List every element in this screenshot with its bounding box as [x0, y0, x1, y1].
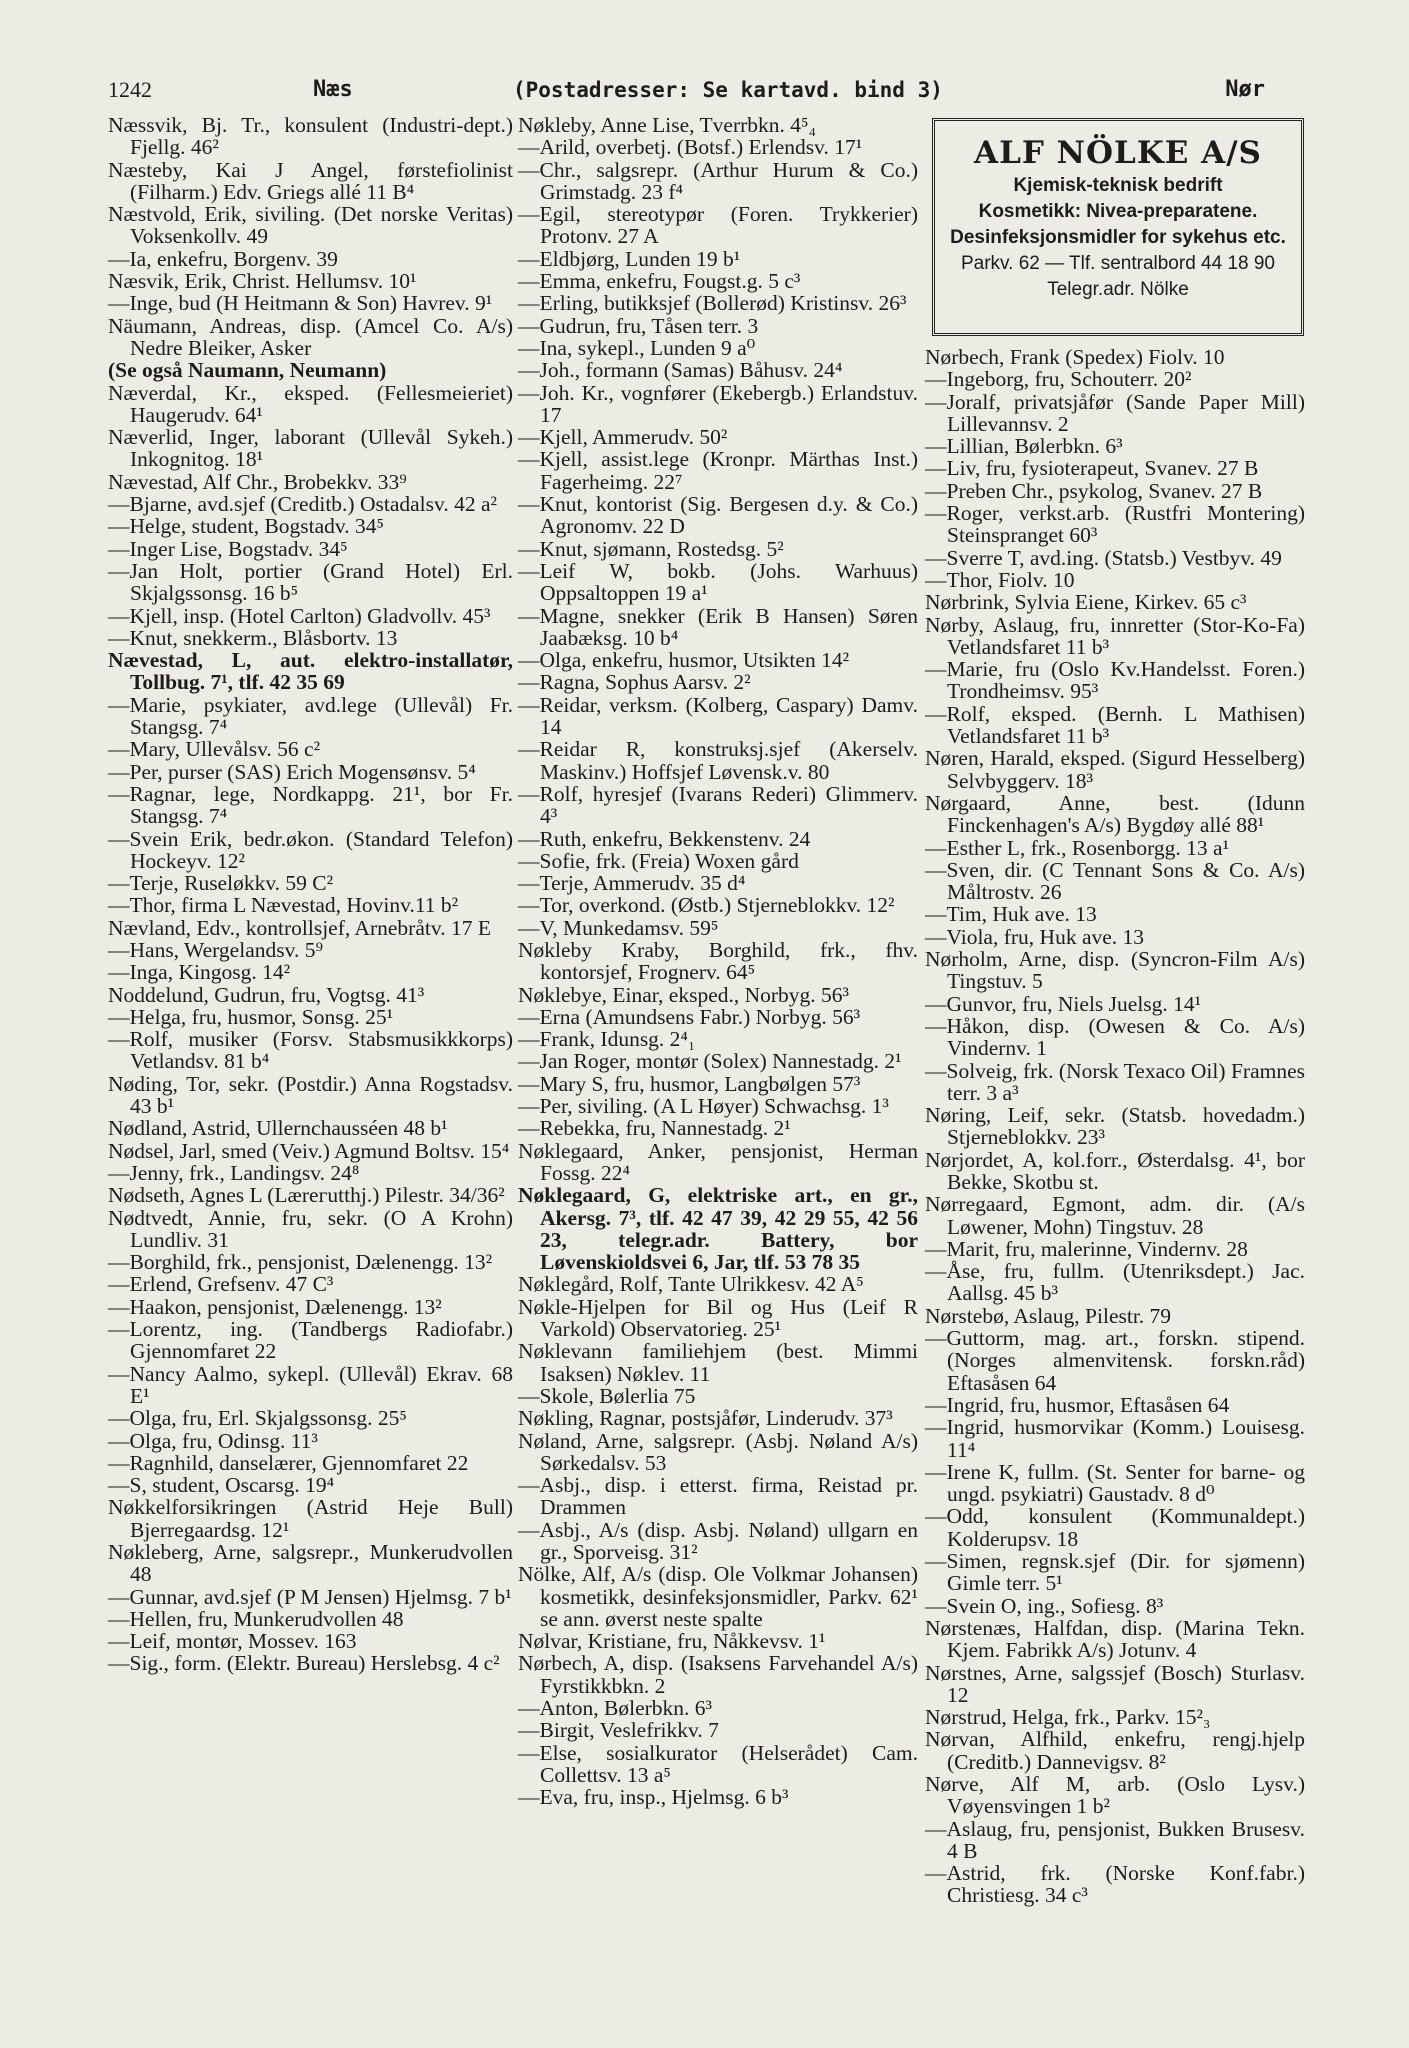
directory-entry: (Se også Naumann, Neumann) [108, 358, 387, 383]
directory-entry: —Roger, verkst.arb. (Rustfri Montering) Steinspranget 60³ [925, 501, 1305, 548]
directory-entry: Nødtvedt, Annie, fru, sekr. (O A Krohn) Lundliv. 31 [108, 1205, 513, 1252]
directory-entry: —Thor, Fiolv. 10 [925, 567, 1075, 592]
directory-entry: Nødseth, Agnes L (Lærегutthj.) Pilestr. 34/36² [108, 1183, 505, 1208]
directory-entry: Nøklegaard, G, elektriske art., en gr., Akersg. 7³, tlf. 42 47 39, 42 29 55, 42 56 23, telegr.adr. Battery, bor Løvenskioldsvei 6, Jar, tlf. 53 78 35 [518, 1183, 918, 1275]
directory-entry: —Sig., form. (Elektr. Bureau) Herslebsg. 4 c² [108, 1651, 500, 1676]
directory-entry: —Olga, fru, Odinsg. 11³ [108, 1428, 318, 1453]
directory-entry: —Kjell, insp. (Hotel Carlton) Gladvollv. 45³ [108, 603, 491, 628]
directory-entry: —Joralf, privatsjåfør (Sande Paper Mill) Lillevannsv. 2 [925, 389, 1305, 436]
directory-entry: —Inger Lise, Bogstadv. 34⁵ [108, 536, 348, 561]
directory-entry: —Eldbjørg, Lunden 19 b¹ [518, 246, 741, 271]
directory-entry: —Marie, fru (Oslo Kv.Handelsst. Foren.) Trondheimsv. 95³ [925, 657, 1305, 704]
directory-entry: Nørgaard, Anne, best. (Idunn Finckenhagen's A/s) Bygdøy allé 88¹ [925, 790, 1305, 838]
directory-entry: Næssvik, Bj. Tr., konsulent (Industri-dept.) Fjellg. 46² [108, 113, 513, 160]
directory-entry: Nøklevann familiehjem (best. Mimmi Isaksen) Nøklev. 11 [518, 1339, 918, 1386]
directory-entry: —Erna (Amundsens Fabr.) Norbyg. 56³ [518, 1004, 861, 1029]
directory-entry: —Ragnar, lege, Nordkappg. 21¹, bor Fr. Stangsg. 7⁴ [108, 781, 513, 829]
directory-entry: —Tim, Huk ave. 13 [925, 902, 1097, 927]
directory-entry: —Solveig, frk. (Norsk Texaco Oil) Framnes terr. 3 a³ [925, 1058, 1305, 1105]
directory-entry: Nørvan, Alfhild, enkefru, rengj.hjelp (Creditb.) Dannevigsv. 8² [925, 1727, 1305, 1774]
directory-entry: —Knut, snekkerm., Blåsbortv. 13 [108, 625, 398, 650]
directory-entry: —Mary, Ullevålsv. 56 c² [108, 737, 321, 762]
directory-entry: Nøklegaard, Anker, pensjonist, Herman Fossg. 22⁴ [518, 1138, 918, 1185]
directory-entry: —Skole, Bølerlia 75 [518, 1383, 696, 1408]
directory-entry: Nøding, Tor, sekr. (Postdir.) Anna Rogstadsv. 43 b¹ [108, 1071, 513, 1119]
advertisement-box [932, 118, 1304, 336]
directory-entry: Næverdal, Kr., eksped. (Fellesmeieriet) Haugerudv. 64¹ [108, 380, 513, 427]
directory-entry: —Hellen, fru, Munkerudvollen 48 [108, 1606, 404, 1631]
directory-entry: —Sverre T, avd.ing. (Statsb.) Vestbyv. 49 [925, 545, 1282, 570]
directory-entry: —Egil, stereotypør (Foren. Trykkerier) Protonv. 27 A [518, 202, 918, 249]
directory-entry: Nødland, Astrid, Ullernchausséen 48 b¹ [108, 1116, 448, 1141]
directory-entry: Næsteby, Kai J Angel, førstefiolinist (Filharm.) Edv. Griegs allé 11 B⁴ [108, 157, 513, 204]
directory-entry: —Joh. Kr., vognfører (Ekebergb.) Erlandstuv. 17 [518, 380, 918, 427]
directory-entry: —Nancy Aalmo, sykepl. (Ullevål) Ekrav. 68 E¹ [108, 1361, 513, 1408]
header-center-note: (Postadresser: Se kartavd. bind 3) [513, 78, 943, 102]
directory-entry: —Svein Erik, bedr.økon. (Standard Telefon) Hockeyv. 12² [108, 826, 513, 873]
directory-entry: Nørbrink, Sylvia Eiene, Kirkev. 65 c³ [925, 590, 1247, 615]
directory-entry: Nørregaard, Egmont, adm. dir. (A/s Løwener, Mohn) Tingstuv. 28 [925, 1192, 1305, 1239]
directory-entry: —V, Munkedamsv. 59⁵ [518, 915, 719, 940]
directory-entry: —Ragnhild, danselærer, Gjennomfaret 22 [108, 1450, 469, 1475]
directory-entry: Nørby, Aslaug, fru, innretter (Stor-Ko-Fa) Vetlandsfaret 11 b³ [925, 612, 1305, 659]
directory-entry: Nølvar, Kristiane, fru, Nåkkevsv. 1¹ [518, 1629, 826, 1654]
page-number: 1242 [108, 77, 152, 102]
header-left-word: Næs [313, 77, 353, 102]
directory-entry: —Rolf, hyresjef (Ivarans Rederi) Glimmerv. 4³ [518, 781, 918, 829]
directory-entry: —Anton, Bølerbkn. 6³ [518, 1696, 712, 1721]
directory-entry: Nørholm, Arne, disp. (Syncron-Film A/s) Tingstuv. 5 [925, 947, 1305, 994]
directory-entry: —Arild, overbetj. (Botsf.) Erlendsv. 17¹ [518, 135, 863, 160]
directory-entry: —Rolf, musiker (Forsv. Stabsmusikkkorps) Vetlandsv. 81 b⁴ [108, 1027, 513, 1074]
directory-entry: —Sofie, frk. (Freia) Woxen gård [518, 848, 799, 873]
directory-entry: Nævland, Edv., kontrollsjef, Arnebråtv. 17 E [108, 915, 491, 940]
directory-entry: —Else, sosialkurator (Helserådet) Cam. Collettsv. 13 a⁵ [518, 1740, 918, 1787]
directory-entry: —Astrid, frk. (Norske Konf.fabr.) Christiesg. 34 c³ [925, 1861, 1305, 1908]
directory-entry: —Guttorm, mag. art., forskn. stipend. (Norges almenvitensk. forskn.råd) Eftasåsen 64 [925, 1326, 1305, 1395]
directory-entry: —Thor, firma L Nævestad, Hovinv.11 b² [108, 893, 459, 918]
directory-entry: —Inga, Kingosg. 14² [108, 960, 291, 985]
directory-entry: —Eva, fru, insp., Hjelmsg. 6 b³ [518, 1785, 789, 1810]
directory-entry: Näumann, Andreas, disp. (Amcel Co. A/s) Nedre Bleiker, Asker [108, 313, 513, 360]
header-right-word: Nør [1225, 77, 1265, 102]
directory-entry: —Olga, enkefru, husmor, Utsikten 14² [518, 648, 850, 673]
directory-entry: —Ingrid, husmorvikar (Komm.) Louisesg. 11⁴ [925, 1415, 1305, 1462]
directory-entry: Næverlid, Inger, laborant (Ullevål Sykeh.) Inkognitog. 18¹ [108, 425, 513, 472]
directory-entry: Nævestad, Alf Chr., Brobekkv. 33⁹ [108, 469, 407, 494]
directory-entry: —Preben Chr., psykolog, Svanev. 27 B [925, 478, 1263, 503]
column-3 [925, 346, 1305, 1907]
directory-entry: —Asbj., A/s (disp. Asbj. Nøland) ullgarn en gr., Sporveisg. 31² [518, 1517, 918, 1564]
directory-entry: —Leif W, bokb. (Johs. Warhuus) Oppsaltoppen 19 a¹ [518, 558, 918, 606]
directory-entry: —Marit, fru, malerinne, Vindernv. 28 [925, 1236, 1248, 1261]
directory-entry: —Borghild, frk., pensjonist, Dælenengg. 13² [108, 1250, 493, 1275]
directory-entry: Nøklegård, Rolf, Tante Ulrikkesv. 42 A⁵ [518, 1272, 864, 1297]
directory-entry: —Lillian, Bølerbkn. 6³ [925, 434, 1123, 459]
directory-entry: —Per, purser (SAS) Erich Mogensønsv. 5⁴ [108, 759, 476, 784]
directory-entry: —Kjell, Ammerudv. 50² [518, 425, 728, 450]
directory-entry: Nørjordet, A, kol.forr., Østerdalsg. 4¹, bor Bekke, Skotbu st. [925, 1147, 1305, 1194]
directory-entry: —Åse, fru, fullm. (Utenriksdept.) Jac. Aallsg. 45 b³ [925, 1259, 1305, 1306]
directory-entry: —Inge, bud (H Heitmann & Son) Havrev. 9¹ [108, 291, 493, 316]
directory-entry: —Gudrun, fru, Tåsen terr. 3 [518, 313, 759, 338]
directory-entry: Nødsel, Jarl, smed (Veiv.) Agmund Boltsv. 15⁴ [108, 1138, 510, 1163]
directory-entry: —Aslaug, fru, pensjonist, Bukken Brusesv. 4 B [925, 1816, 1305, 1863]
column-1 [108, 114, 513, 1675]
directory-entry: —Rolf, eksped. (Bernh. L Mathisen) Vetlandsfaret 11 b³ [925, 701, 1305, 749]
directory-entry: —Odd, konsulent (Kommunaldept.) Kolderupsv. 18 [925, 1504, 1305, 1551]
directory-entry: —Ina, sykepl., Lunden 9 a⁰ [518, 335, 756, 360]
directory-entry: Nørstebø, Aslaug, Pilestr. 79 [925, 1303, 1172, 1328]
directory-entry: Nævestad, L, aut. elektro-installatør, Tollbug. 7¹, tlf. 42 35 69 [108, 648, 513, 695]
page-header [108, 70, 1313, 110]
ad-line: Kosmetikk: Nivea-preparatene. [978, 201, 1258, 222]
directory-entry: —Esther L, frk., Rosenborgg. 13 a¹ [925, 835, 1230, 860]
directory-entry: Nøland, Arne, salgsrepr. (Asbj. Nøland A/s) Sørkedalsv. 53 [518, 1428, 918, 1475]
directory-entry: —S, student, Oscarsg. 19⁴ [108, 1473, 335, 1498]
directory-entry: Nøklebye, Einar, eksped., Norbyg. 56³ [518, 982, 849, 1007]
directory-entry: —Mary S, fru, husmor, Langbølgen 57³ [518, 1071, 861, 1096]
directory-entry: Nøren, Harald, eksped. (Sigurd Hesselberg) Selvbyggerv. 18³ [925, 746, 1305, 793]
directory-entry: —Leif, montør, Mossev. 163 [108, 1629, 357, 1654]
ad-line: Desinfeksjonsmidler for sykehus etc. [950, 227, 1286, 248]
directory-entry: Nøkleby Kraby, Borghild, frk., fhv. kontorsjef, Frognerv. 64⁵ [518, 937, 918, 985]
directory-entry: —Haakon, pensjonist, Dælenengg. 13² [108, 1294, 442, 1319]
directory-entry: Nørve, Alf M, arb. (Oslo Lysv.) Vøyensvingen 1 b² [925, 1772, 1305, 1819]
directory-entry: Næstvold, Erik, siviling. (Det norske Veritas) Voksenkollv. 49 [108, 202, 513, 249]
directory-entry: —Gunvor, fru, Niels Juelsg. 14¹ [925, 991, 1202, 1016]
directory-entry: —Simen, regnsk.sjef (Dir. for sjømenn) Gimle terr. 5¹ [925, 1549, 1305, 1596]
directory-entry: Nørstrud, Helga, frk., Parkv. 15²₃ [925, 1705, 1211, 1730]
directory-entry: Nørstnes, Arne, salgssjef (Bosch) Sturlasv. 12 [925, 1660, 1305, 1707]
ad-line: Telegr.adr. Nölke [1047, 279, 1189, 300]
directory-entry: —Bjarne, avd.sjef (Creditb.) Ostadalsv. 42 a² [108, 492, 497, 517]
directory-entry: —Terje, Ammerudv. 35 d⁴ [518, 871, 746, 896]
directory-entry: —Helge, student, Bogstadv. 34⁵ [108, 514, 385, 539]
directory-entry: —Kjell, assist.lege (Kronpr. Märthas Inst.) Fagerheimg. 22⁷ [518, 447, 918, 494]
ad-line: Kjemisk-teknisk bedrift [1013, 175, 1223, 196]
directory-entry: —Jan Roger, montør (Solex) Nannestadg. 2¹ [518, 1049, 902, 1074]
directory-entry: —Hans, Wergelandsv. 5⁹ [108, 937, 323, 962]
directory-entry: —Per, siviling. (A L Høyer) Schwachsg. 1³ [518, 1094, 889, 1119]
directory-entry: —Ragna, Sophus Aarsv. 2² [518, 670, 751, 695]
directory-entry: —Knut, kontorist (Sig. Bergesen d.y. & Co.) Agronomv. 22 D [518, 492, 918, 539]
directory-entry: —Ingrid, fru, husmor, Eftasåsen 64 [925, 1392, 1230, 1417]
directory-entry: Nøkkelforsikringen (Astrid Heje Bull) Bjerregaardsg. 12¹ [108, 1495, 513, 1542]
directory-entry: Nørstenæs, Halfdan, disp. (Marina Tekn. Kjem. Fabrikk A/s) Jotunv. 4 [925, 1615, 1305, 1663]
directory-entry: —Terje, Ruseløkkv. 59 C² [108, 871, 334, 896]
directory-entry: —Chr., salgsrepr. (Arthur Hurum & Co.) Grimstadg. 23 f⁴ [518, 157, 918, 204]
directory-entry: —Gunnar, avd.sjef (P M Jensen) Hjelmsg. 7 b¹ [108, 1584, 512, 1609]
directory-entry: Næsvik, Erik, Christ. Hellumsv. 10¹ [108, 269, 417, 294]
directory-entry: —Erlend, Grefsenv. 47 C³ [108, 1272, 334, 1297]
column-2 [518, 114, 918, 1809]
ad-line: Parkv. 62 — Tlf. sentralbord 44 18 90 [960, 253, 1276, 274]
directory-entry: —Joh., formann (Samas) Båhusv. 24⁴ [518, 358, 843, 383]
directory-entry: —Tor, overkond. (Østb.) Stjerneblokkv. 12² [518, 893, 895, 918]
directory-entry: —Lorentz, ing. (Tandbergs Radiofabr.) Gjennomfaret 22 [108, 1317, 513, 1364]
directory-entry: Noddelund, Gudrun, fru, Vogtsg. 41³ [108, 982, 425, 1007]
directory-entry: Nøkling, Ragnar, postsjåfør, Linderudv. 37³ [518, 1406, 893, 1431]
directory-entry: Nøkle-Hjelpen for Bil og Hus (Leif R Varkold) Observatorieg. 25¹ [518, 1294, 918, 1342]
directory-entry: —Knut, sjømann, Rostedsg. 5² [518, 536, 784, 561]
directory-entry: —Reidar R, konstruksj.sjef (Akerselv. Maskinv.) Hoffsjef Løvensk.v. 80 [518, 737, 918, 784]
ad-title: ALF NÖLKE A/S [974, 135, 1262, 171]
directory-entry: —Ruth, enkefru, Bekkenstenv. 24 [518, 826, 811, 851]
directory-entry: Nørbech, Frank (Spedex) Fiolv. 10 [925, 345, 1225, 369]
directory-entry: —Jan Holt, portier (Grand Hotel) Erl. Skjalgssonsg. 16 b⁵ [108, 558, 513, 606]
directory-entry: Nölke, Alf, A/s (disp. Ole Volkmar Johansen) kosmetikk, desinfeksjonsmidler, Parkv. 62¹ se ann. øverst neste spalte [518, 1562, 918, 1631]
directory-entry: —Birgit, Veslefrikkv. 7 [518, 1718, 719, 1743]
directory-entry: —Helga, fru, husmor, Sonsg. 25¹ [108, 1004, 394, 1029]
directory-entry: —Rebekka, fru, Nannestadg. 2¹ [518, 1116, 791, 1141]
directory-entry: —Emma, enkefru, Fougst.g. 5 c³ [518, 269, 801, 294]
directory-entry: —Magne, snekker (Erik B Hansen) Søren Jaabæksg. 10 b⁴ [518, 603, 918, 650]
directory-entry: —Marie, psykiater, avd.lege (Ullevål) Fr. Stangsg. 7⁴ [108, 692, 513, 740]
directory-entry: —Frank, Idunsg. 2⁴₁ [518, 1027, 696, 1052]
directory-entry: —Asbj., disp. i etterst. firma, Reistad pr. Drammen [518, 1473, 918, 1520]
directory-entry: Nørbech, A, disp. (Isaksens Farvehandel A/s) Fyrstikkbkn. 2 [518, 1651, 918, 1698]
directory-entry: —Reidar, verksm. (Kolberg, Caspary) Damv. 14 [518, 692, 918, 740]
directory-entry: —Erling, butikksjef (Bollerød) Kristinsv. 26³ [518, 291, 907, 316]
directory-entry: —Olga, fru, Erl. Skjalgssonsg. 25⁵ [108, 1406, 407, 1431]
directory-entry: Nøkleby, Anne Lise, Tverrbkn. 4⁵₄ [518, 113, 817, 137]
directory-entry: Nøkleberg, Arne, salgsrepr., Munkerudvollen 48 [108, 1540, 513, 1587]
directory-entry: —Viola, fru, Huk ave. 13 [925, 924, 1145, 949]
directory-entry: —Svein O, ing., Sofiesg. 8³ [925, 1593, 1164, 1618]
directory-entry: —Jenny, frk., Landingsv. 24⁸ [108, 1160, 360, 1185]
directory-entry: —Liv, fru, fysioterapeut, Svanev. 27 B [925, 456, 1259, 481]
directory-entry: —Ingeborg, fru, Schouterr. 20² [925, 367, 1192, 392]
directory-entry: —Irene K, fullm. (St. Senter for barne- og ungd. psykiatri) Gaustadv. 8 d⁰ [925, 1459, 1305, 1507]
directory-entry: —Håkon, disp. (Owesen & Co. A/s) Vindernv. 1 [925, 1013, 1305, 1061]
directory-entry: —Ia, enkefru, Borgenv. 39 [108, 246, 338, 271]
directory-entry: Nøring, Leif, sekr. (Statsb. hovedadm.) Stjerneblokkv. 23³ [925, 1103, 1305, 1150]
directory-entry: —Sven, dir. (C Tennant Sons & Co. A/s) Måltrostv. 26 [925, 857, 1305, 905]
